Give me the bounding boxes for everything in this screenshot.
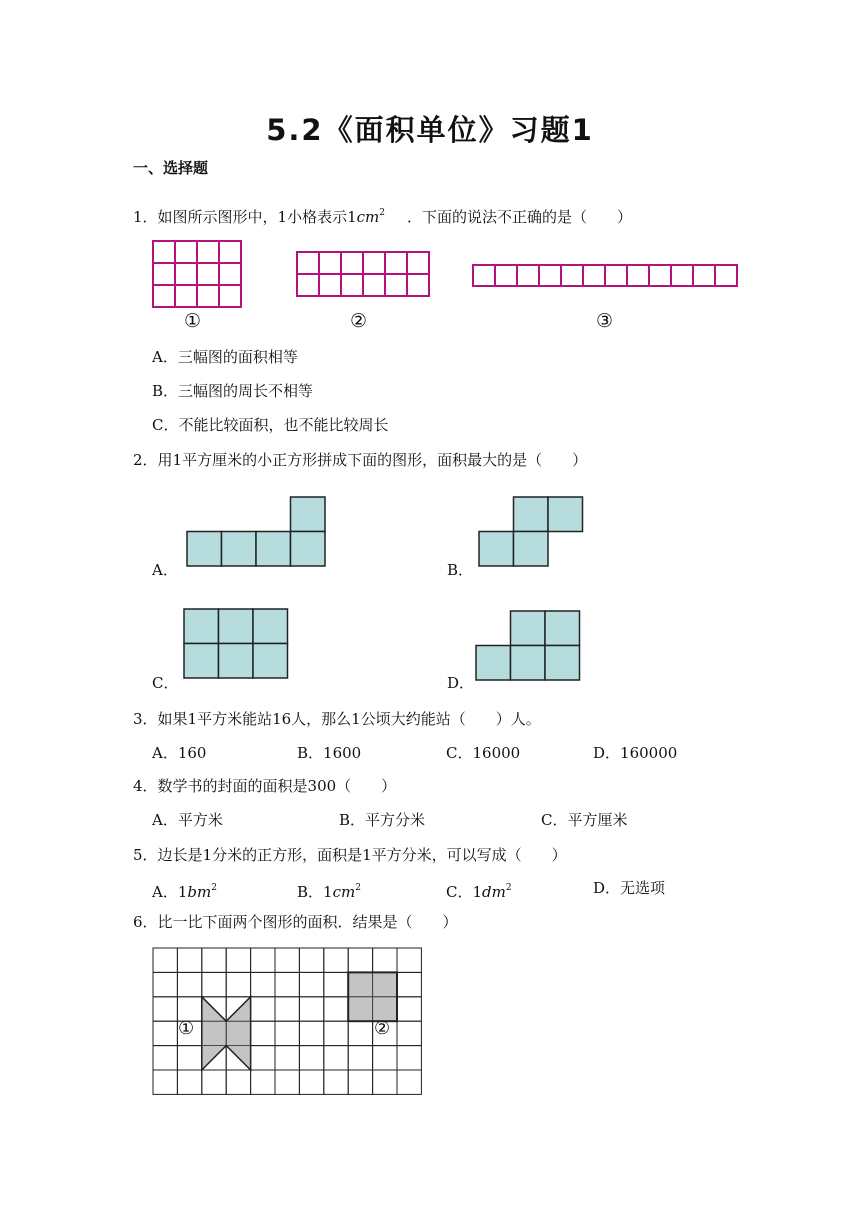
q1-option-c[interactable]: C．不能比较面积，也不能比较周长 bbox=[152, 416, 389, 434]
q5-option-c[interactable]: C．$1dm^2$ bbox=[446, 883, 512, 901]
q1-fig1-cell bbox=[219, 285, 241, 307]
q2-label-d[interactable]: D． bbox=[447, 674, 475, 692]
q1-fig3-cell bbox=[583, 265, 605, 286]
q6-grid-cell bbox=[251, 1046, 275, 1070]
q2-c-square bbox=[219, 644, 254, 679]
q6-grid-cell bbox=[397, 972, 421, 996]
q6-grid-cell bbox=[348, 1021, 372, 1045]
q1-fig1-cell bbox=[153, 285, 175, 307]
q6-grid-cell bbox=[153, 1070, 177, 1094]
q1-stem-before: 1．如图所示图形中，1小格表示1 bbox=[133, 208, 357, 226]
q1-unit: $cm^2$ bbox=[356, 208, 385, 226]
q1-figure-1-grid bbox=[152, 240, 242, 308]
q6-grid-cell bbox=[348, 948, 372, 972]
q6-grid-cell bbox=[373, 948, 397, 972]
q6-grid-cell bbox=[153, 1021, 177, 1045]
q1-fig1-cell bbox=[197, 241, 219, 263]
q2-shape-a[interactable] bbox=[186, 496, 326, 568]
q6-grid-cell bbox=[299, 1070, 323, 1094]
q6-grid-cell bbox=[397, 1046, 421, 1070]
q2-a-square bbox=[222, 532, 257, 567]
q1-fig2-cell bbox=[297, 274, 319, 296]
q6-grid-cell bbox=[153, 1046, 177, 1070]
q6-grid-cell bbox=[373, 1046, 397, 1070]
q2-shape-d[interactable] bbox=[475, 610, 581, 682]
q1-fig1-cell bbox=[175, 263, 197, 285]
q6-grid-cell bbox=[299, 1021, 323, 1045]
question-5-stem: 5．边长是1分米的正方形，面积是1平方分米，可以写成（ ） bbox=[133, 846, 567, 864]
q2-c-square bbox=[253, 609, 288, 644]
q1-fig3-cell bbox=[561, 265, 583, 286]
q2-b-square bbox=[548, 497, 583, 532]
question-6-stem: 6．比一比下面两个图形的面积．结果是（ ） bbox=[133, 913, 458, 931]
q2-b-square bbox=[514, 497, 549, 532]
q1-figure-3-label: ③ bbox=[596, 310, 614, 332]
q6-figure-1-label: ① bbox=[178, 1018, 195, 1039]
q1-fig2-cell bbox=[297, 252, 319, 274]
q1-fig1-cell bbox=[219, 241, 241, 263]
q1-fig1-cell bbox=[153, 241, 175, 263]
q6-grid-cell bbox=[153, 972, 177, 996]
q6-grid-cell bbox=[251, 997, 275, 1021]
question-3-stem: 3．如果1平方米能站16人，那么1公顷大约能站（ ）人。 bbox=[133, 710, 541, 728]
q6-grid-cell bbox=[226, 1070, 250, 1094]
q2-label-a[interactable]: A． bbox=[152, 561, 178, 579]
q1-fig1-cell bbox=[175, 241, 197, 263]
q6-grid-cell bbox=[324, 1070, 348, 1094]
q3-option-d[interactable]: D．160000 bbox=[593, 744, 678, 762]
q6-grid-cell bbox=[251, 1070, 275, 1094]
q6-shape-2-cell bbox=[373, 972, 397, 996]
q1-fig3-cell bbox=[627, 265, 649, 286]
q5-option-a[interactable]: A．$1bm^2$ bbox=[152, 883, 217, 901]
q1-fig2-cell bbox=[385, 252, 407, 274]
q6-grid-cell bbox=[177, 972, 201, 996]
q1-figure-1-label: ① bbox=[184, 310, 202, 332]
q1-option-a[interactable]: A．三幅图的面积相等 bbox=[152, 348, 298, 366]
q6-grid-cell bbox=[299, 972, 323, 996]
q6-grid-cell bbox=[299, 948, 323, 972]
q1-fig1-cell bbox=[219, 263, 241, 285]
q6-grid-cell bbox=[324, 1046, 348, 1070]
q2-c-square bbox=[184, 644, 219, 679]
q1-fig1-cell bbox=[175, 285, 197, 307]
q6-grid-cell bbox=[275, 1070, 299, 1094]
q2-c-square bbox=[184, 609, 219, 644]
q2-a-square bbox=[187, 532, 222, 567]
q2-d-square bbox=[511, 611, 546, 646]
q6-grid-cell bbox=[153, 997, 177, 1021]
q6-grid-cell bbox=[251, 1021, 275, 1045]
q1-fig1-cell bbox=[197, 263, 219, 285]
q6-grid-cell bbox=[397, 997, 421, 1021]
page-title: 5.2《面积单位》习题1 bbox=[266, 113, 594, 147]
q3-option-c[interactable]: C．16000 bbox=[446, 744, 521, 762]
q6-grid-cell bbox=[397, 1070, 421, 1094]
q6-grid-cell bbox=[177, 1070, 201, 1094]
q2-shape-b[interactable] bbox=[478, 496, 584, 568]
q6-grid-cell bbox=[226, 972, 250, 996]
q6-grid-cell bbox=[275, 948, 299, 972]
q6-grid-cell bbox=[324, 948, 348, 972]
q6-grid-cell bbox=[324, 972, 348, 996]
q6-grid-cell bbox=[348, 1070, 372, 1094]
q1-fig2-cell bbox=[385, 274, 407, 296]
q6-grid-cell bbox=[226, 948, 250, 972]
q1-fig1-cell bbox=[197, 285, 219, 307]
section-heading: 一、选择题 bbox=[133, 159, 209, 177]
q1-fig3-cell bbox=[517, 265, 539, 286]
q3-option-a[interactable]: A．160 bbox=[152, 744, 207, 762]
question-1-stem bbox=[133, 203, 632, 227]
q4-option-b[interactable]: B．平方分米 bbox=[339, 811, 426, 829]
q1-figure-2-grid bbox=[296, 251, 430, 297]
q2-d-square bbox=[545, 646, 580, 681]
q2-c-square bbox=[253, 644, 288, 679]
q2-b-square bbox=[514, 532, 549, 567]
q2-d-square bbox=[545, 611, 580, 646]
q2-d-square bbox=[476, 646, 511, 681]
q2-shape-c[interactable] bbox=[183, 608, 289, 680]
q2-c-square bbox=[219, 609, 254, 644]
q6-grid-cell bbox=[275, 1021, 299, 1045]
q1-fig2-cell bbox=[407, 274, 429, 296]
q6-grid-cell bbox=[348, 1046, 372, 1070]
q6-grid-cell bbox=[397, 948, 421, 972]
q2-a-square bbox=[291, 497, 326, 532]
q1-fig2-cell bbox=[341, 252, 363, 274]
q1-fig3-cell bbox=[495, 265, 517, 286]
q6-grid-cell bbox=[275, 997, 299, 1021]
q6-grid-cell bbox=[202, 1070, 226, 1094]
q2-label-c[interactable]: C． bbox=[152, 674, 179, 692]
q1-fig1-cell bbox=[153, 263, 175, 285]
q2-d-square bbox=[511, 646, 546, 681]
q2-a-square bbox=[291, 532, 326, 567]
q6-grid-cell bbox=[202, 972, 226, 996]
q3-option-b[interactable]: B．1600 bbox=[297, 744, 362, 762]
q1-fig2-cell bbox=[407, 252, 429, 274]
q2-b-square bbox=[479, 532, 514, 567]
q1-fig3-cell bbox=[539, 265, 561, 286]
q6-grid-cell bbox=[373, 1070, 397, 1094]
q5-option-d[interactable]: D．无选项 bbox=[593, 879, 666, 897]
q4-option-a[interactable]: A．平方米 bbox=[152, 811, 223, 829]
q6-grid-cell bbox=[324, 997, 348, 1021]
q1-figure-3-grid bbox=[472, 264, 738, 287]
q6-grid-cell bbox=[153, 948, 177, 972]
q1-fig3-cell bbox=[693, 265, 715, 286]
q6-grid-cell bbox=[275, 1046, 299, 1070]
q1-option-b[interactable]: B．三幅图的周长不相等 bbox=[152, 382, 314, 400]
question-4-stem: 4．数学书的封面的面积是300（ ） bbox=[133, 777, 397, 795]
q1-fig2-cell bbox=[363, 252, 385, 274]
q1-fig3-cell bbox=[671, 265, 693, 286]
q6-grid-cell bbox=[324, 1021, 348, 1045]
q6-grid-cell bbox=[177, 948, 201, 972]
q4-option-c[interactable]: C．平方厘米 bbox=[541, 811, 628, 829]
q6-figure-2-label: ② bbox=[374, 1018, 391, 1039]
q6-grid-cell bbox=[177, 1046, 201, 1070]
q6-shape-2-cell bbox=[348, 972, 372, 996]
q1-fig3-cell bbox=[715, 265, 737, 286]
q6-grid-cell bbox=[299, 997, 323, 1021]
q1-figure-2-label: ② bbox=[350, 310, 368, 332]
q1-fig2-cell bbox=[341, 274, 363, 296]
question-2-stem: 2．用1平方厘米的小正方形拼成下面的图形，面积最大的是（ ） bbox=[133, 451, 588, 469]
q1-stem-after: ．下面的说法不正确的是（ ） bbox=[407, 208, 633, 226]
q2-a-square bbox=[256, 532, 291, 567]
q1-fig3-cell bbox=[605, 265, 627, 286]
q6-grid-cell bbox=[275, 972, 299, 996]
q6-grid-cell bbox=[397, 1021, 421, 1045]
q5-option-b[interactable]: B．$1cm^2$ bbox=[297, 883, 361, 901]
q1-fig3-cell bbox=[649, 265, 671, 286]
q6-grid-cell bbox=[251, 948, 275, 972]
q1-fig3-cell bbox=[473, 265, 495, 286]
q6-grid-cell bbox=[251, 972, 275, 996]
q2-label-b[interactable]: B． bbox=[447, 561, 474, 579]
q1-fig2-cell bbox=[319, 274, 341, 296]
q1-fig2-cell bbox=[363, 274, 385, 296]
q6-grid-cell bbox=[299, 1046, 323, 1070]
q6-grid-cell bbox=[202, 948, 226, 972]
q6-shape-2-cell bbox=[348, 997, 372, 1021]
q1-fig2-cell bbox=[319, 252, 341, 274]
